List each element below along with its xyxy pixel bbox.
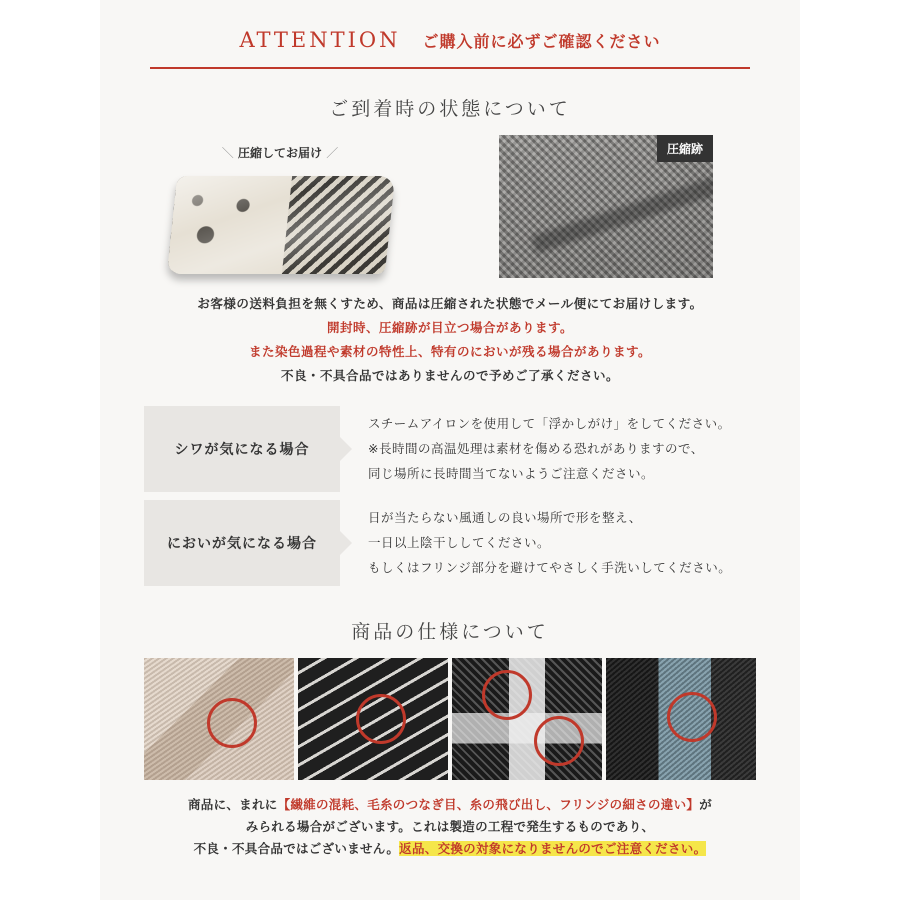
package-caption-text: 圧縮してお届け (237, 146, 322, 160)
fabric-photo-plaid (452, 658, 602, 780)
case-instructions: 日が当たらない風通しの良い場所で形を整え、 一日以上陰干ししてください。 もしくはフリンジ部分を避けてやさしく手洗いしてください。 (368, 510, 732, 575)
notice-line: お客様の送料負担を無くすため、商品は圧縮された状態でメール便にてお届けします。 (197, 296, 703, 311)
defect-highlight-circle (482, 670, 532, 720)
compression-mark-tag: 圧縮跡 (657, 135, 713, 162)
case-instructions: スチームアイロンを使用して「浮かしがけ」をしてください。 ※長時間の高温処理は素材を傷める恐れがありますので、 同じ場所に長時間当てないようご注意ください。 (368, 416, 731, 481)
defect-highlight-circle (356, 694, 406, 744)
notice-line-warning: 開封時、圧縮跡が目立つ場合があります。 (326, 320, 573, 335)
notice-line: 不良・不具合品ではありませんので予めご了承ください。 (280, 368, 619, 383)
no-return-warning: 返品、交換の対象になりませんのでご注意ください。 (399, 841, 707, 856)
case-arrow (340, 531, 352, 555)
header-divider (150, 67, 750, 69)
fabric-photo-black-white (298, 658, 448, 780)
case-label: においが気になる場合 (144, 500, 340, 586)
case-arrow (340, 437, 352, 461)
defect-highlight-circle (667, 692, 717, 742)
case-wrinkles (144, 406, 756, 492)
compressed-package-figure (160, 140, 400, 280)
compression-mark-photo (499, 135, 713, 278)
notice-line-warning: また染色過程や素材の特性上、特有のにおいが残る場合があります。 (248, 344, 651, 359)
defect-highlight-circle (534, 716, 584, 766)
spec-section-title: 商品の仕様について (351, 621, 549, 643)
case-label: シワが気になる場合 (144, 406, 340, 492)
attention-header (100, 28, 800, 52)
defect-types: 【繊維の混耗、毛糸のつなぎ目、糸の飛び出し、フリンジの細さの違い】 (277, 797, 700, 812)
fabric-photo-blue-gray (606, 658, 756, 780)
arrival-notice (100, 292, 800, 388)
attention-subtitle: ご購入前に必ずご確認ください (422, 32, 661, 51)
spec-notice: 商品に、まれに【繊維の混耗、毛糸のつなぎ目、糸の飛び出し、フリンジの細さの違い】が みられる場合がございます。これは製造の工程で発生するものであり、 不良・不具合品ではございません。返品、交換の対象になりませんのでご注意ください。 (187, 797, 712, 856)
fabric-photo-beige (144, 658, 294, 780)
attention-title: ATTENTION (239, 28, 401, 52)
package-caption: ＼ 圧縮してお届け ／ (221, 146, 339, 160)
arrival-section-title: ご到着時の状態について (329, 98, 571, 120)
compressed-package-image (167, 176, 395, 274)
defect-highlight-circle (207, 698, 257, 748)
case-odor (144, 500, 756, 586)
